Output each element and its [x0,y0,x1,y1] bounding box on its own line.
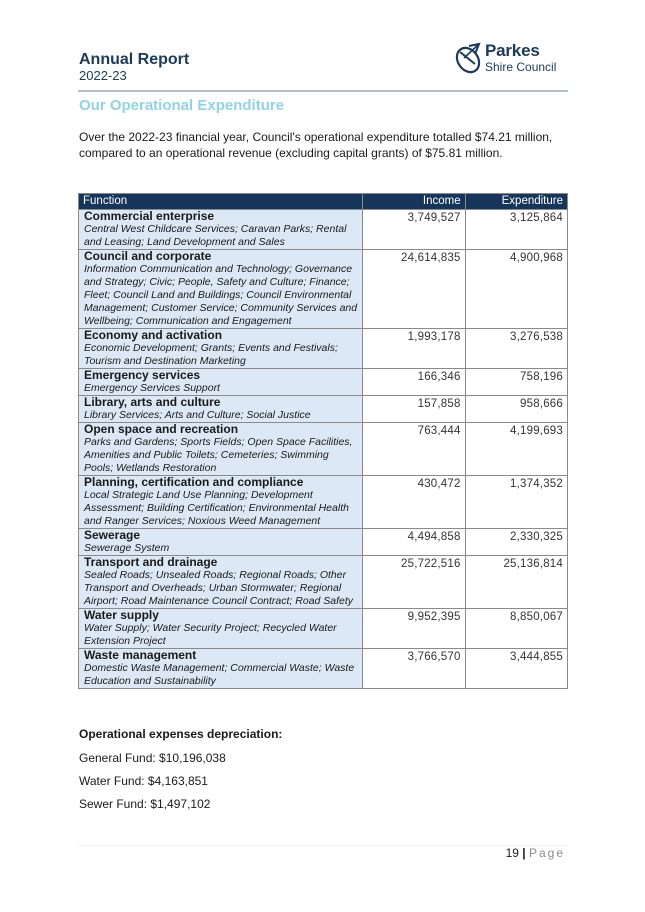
table-row [79,210,568,250]
depreciation-general-fund: General Fund: $10,196,038 [79,751,226,765]
function-name: Water supply [84,608,159,622]
report-title: Annual Report [79,51,190,68]
table-row [79,609,568,649]
income-cell: 4,494,858 [363,529,465,556]
expenditure-cell: 4,900,968 [465,250,567,329]
expenditure-cell: 4,199,693 [465,423,567,476]
function-description: Economic Development; Grants; Events and Festivals; Tourism and Destination Marketing [84,342,338,367]
table-row [79,396,568,423]
table-row [79,369,568,396]
function-description: Central West Childcare Services; Caravan Parks; Rental and Leasing; Land Development and Sales [84,223,347,248]
function-description: Domestic Waste Management; Commercial Waste; Waste Education and Sustainability [84,662,355,687]
expenditure-cell: 1,374,352 [465,476,567,529]
logo-subtitle: Shire Council [485,60,557,74]
report-year: 2022-23 [79,68,127,83]
footer-divider [78,845,568,846]
function-description: Sealed Roads; Unsealed Roads; Regional Roads; Other Transport and Overheads; Urban Stormwater; Regional Airport; Road Maintenance Council Contract; Road Safety [84,569,354,607]
expenditure-cell: 8,850,067 [465,609,567,649]
income-cell: 430,472 [363,476,465,529]
function-description: Water Supply; Water Security Project; Recycled Water Extension Project [84,622,337,647]
function-cell [79,609,363,649]
income-cell: 3,749,527 [363,210,465,250]
function-cell [79,250,363,329]
expenditure-cell: 3,125,864 [465,210,567,250]
income-cell: 25,722,516 [363,556,465,609]
expenditure-cell: 3,444,855 [465,649,567,689]
function-description: Sewerage System [84,542,170,554]
intro-paragraph: Over the 2022-23 financial year, Council's operational expenditure totalled $74.21 million, compared to an operational revenue (excluding capital grants) of $75.81 million. [79,130,553,160]
income-cell: 1,993,178 [363,329,465,369]
expenditure-cell: 3,276,538 [465,329,567,369]
function-description: Local Strategic Land Use Planning; Development Assessment; Building Certification; Environmental Health and Ranger Services; Noxious Weed Management [84,489,349,527]
function-name: Planning, certification and compliance [84,475,304,489]
income-cell: 157,858 [363,396,465,423]
function-name: Emergency services [84,368,201,382]
income-cell: 3,766,570 [363,649,465,689]
function-cell [79,423,363,476]
function-name: Waste management [84,648,197,662]
page-number: 19 [505,846,519,860]
table-row [79,329,568,369]
header-divider [78,90,568,92]
function-cell [79,649,363,689]
income-cell: 763,444 [363,423,465,476]
function-cell [79,556,363,609]
function-description: Information Communication and Technology; Governance and Strategy; Civic; People, Safety and Culture; Finance; Fleet; Council Land and Buildings; Council Environmental Management; Customer Service; Community Services and Wellbeing; Communication and Engagement [84,263,358,327]
function-name: Economy and activation [84,328,223,342]
table-row [79,476,568,529]
function-description: Parks and Gardens; Sports Fields; Open Space Facilities, Amenities and Public Toilets; Cemeteries; Swimming Pools; Wetlands Restoration [84,436,353,474]
depreciation-water-fund: Water Fund: $4,163,851 [79,774,208,788]
function-description: Library Services; Arts and Culture; Social Justice [84,409,311,421]
section-title: Our Operational Expenditure [79,97,285,114]
function-name: Library, arts and culture [84,395,221,409]
function-name: Transport and drainage [84,555,218,569]
function-cell [79,210,363,250]
table-row [79,649,568,689]
expenditure-cell: 2,330,325 [465,529,567,556]
function-cell [79,329,363,369]
logo-name: Parkes [485,41,540,60]
function-name: Council and corporate [84,249,212,263]
parkes-logo-icon [455,42,483,76]
depreciation-sewer-fund: Sewer Fund: $1,497,102 [79,797,211,811]
expenditure-cell: 958,666 [465,396,567,423]
table-row [79,556,568,609]
column-header-expenditure: Expenditure [465,194,567,210]
depreciation-heading: Operational expenses depreciation: [79,727,283,741]
function-cell [79,369,363,396]
council-logo [455,42,570,78]
page-footer [506,846,565,860]
table-header-row [79,194,568,210]
function-cell [79,476,363,529]
function-cell [79,396,363,423]
income-cell: 9,952,395 [363,609,465,649]
income-cell: 166,346 [363,369,465,396]
table-row [79,529,568,556]
function-name: Commercial enterprise [84,209,215,223]
page-separator: | [522,846,526,860]
page-label: Page [528,846,565,860]
table-row [79,250,568,329]
column-header-function: Function [79,194,363,210]
function-name: Sewerage [84,528,141,542]
expenditure-cell: 758,196 [465,369,567,396]
column-header-income: Income [363,194,465,210]
function-table [78,193,568,689]
function-cell [79,529,363,556]
function-description: Emergency Services Support [84,382,220,394]
table-row [79,423,568,476]
function-name: Open space and recreation [84,422,239,436]
income-cell: 24,614,835 [363,250,465,329]
expenditure-cell: 25,136,814 [465,556,567,609]
